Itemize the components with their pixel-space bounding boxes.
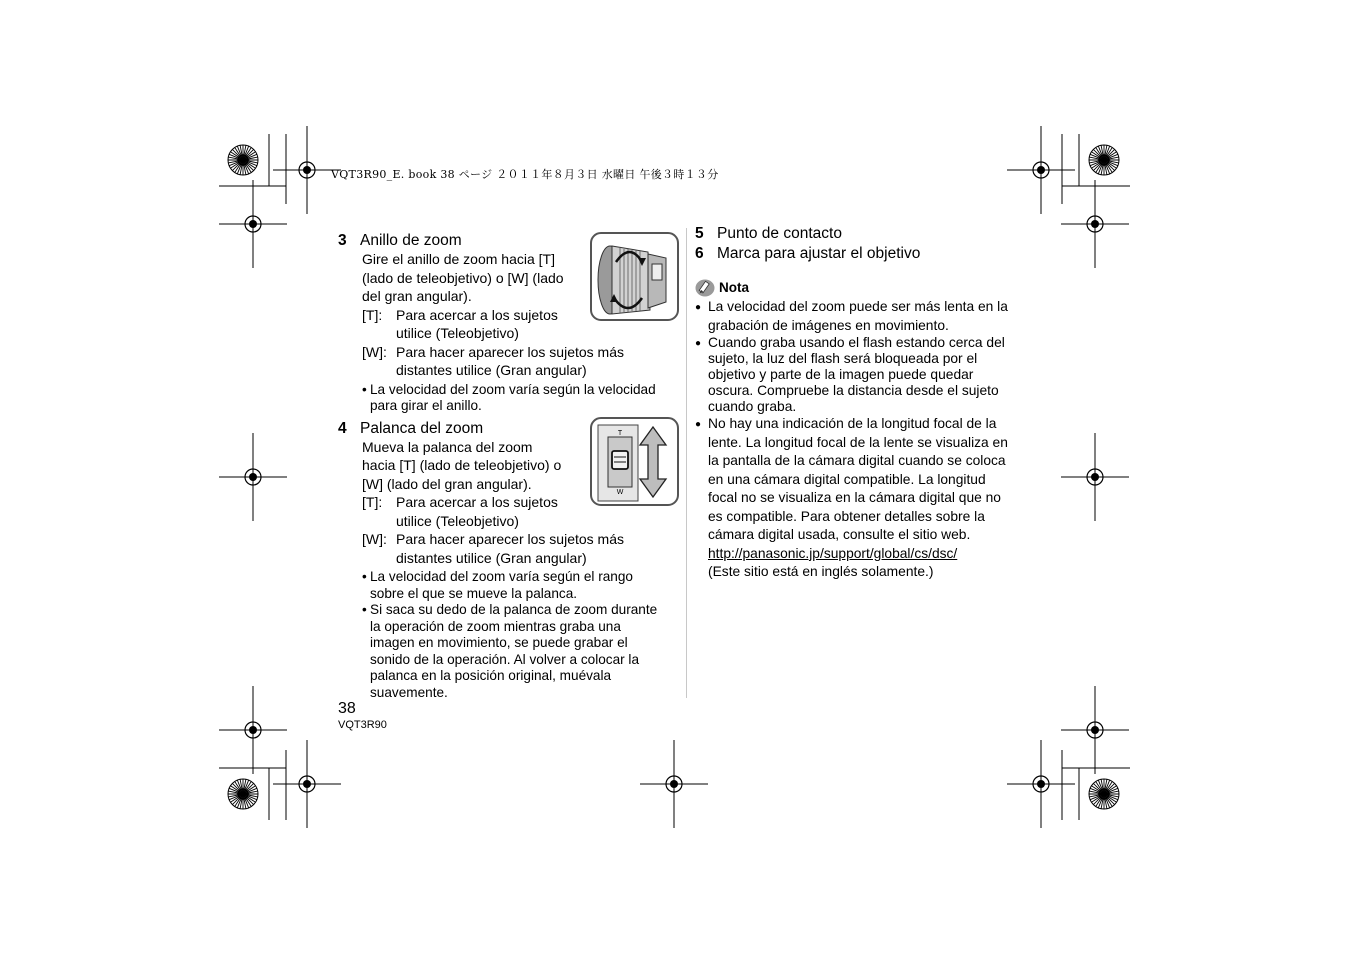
item-number: 5 [695, 225, 704, 242]
page-number: 38 [338, 700, 356, 717]
item-title: Punto de contacto [717, 225, 842, 242]
nota-label: Nota [719, 280, 749, 295]
item-5 [695, 224, 1040, 243]
nota-heading [695, 279, 1040, 297]
link-note: (Este sitio está en inglés solamente.) [708, 564, 934, 579]
item-title: Anillo de zoom [360, 232, 462, 249]
print-header: VQT3R90_E. book 38 ページ ２０１１年８月３日 水曜日 午後３時１３分 [331, 168, 719, 181]
item-number: 4 [338, 419, 347, 437]
t-definition: [T]: Para acercar a los sujetos utilice (Teleobjetivo) [362, 306, 558, 341]
w-definition: [W]: Para hacer aparecer los sujetos más distantes utilice (Gran angular) [362, 531, 624, 566]
lever-label-t: T [617, 430, 623, 437]
item-6 [695, 244, 1040, 263]
bullet-note: • Si saca su dedo de la palanca de zoom durante la operación de zoom mientras graba una imagen en movimiento, se puede grabar el sonido de la operación. Al volver a colocar la palanca en la posición original, muévala suavemente. [362, 602, 658, 700]
note-item: ● La velocidad del zoom puede ser más lenta en la grabación de imágenes en movimiento. [695, 299, 1008, 333]
pencil-note-icon [695, 279, 715, 297]
right-column [695, 224, 1040, 582]
zoom-lever-illustration [590, 417, 680, 507]
zoom-ring-illustration [590, 232, 680, 322]
item-description: Mueva la palanca del zoom hacia [T] (lado de teleobjetivo) o [W] (lado del gran angular). [T]: Para acercar a los sujetos utilice (Teleobjetivo) [W]: Para hacer aparecer los sujetos más distantes utilice (Gran angular) • La velocidad del zoom varía según el rango sobre el que se mueve la palanca. • Si saca su dedo de la palanca de zoom durante la operación de zoom mientras graba una imagen en movimiento, se puede grabar el sonido de la operación. Al volver a colocar la palanca en la posición original, muévala suavemente. [362, 438, 683, 702]
item-description: Gire el anillo de zoom hacia [T] (lado de teleobjetivo) o [W] (lado del gran angular). [T]: Para acercar a los sujetos utilice (Teleobjetivo) [W]: Para hacer aparecer los sujetos más distantes utilice (Gran angular) • La velocidad del zoom varía según la velocidad para girar el anillo. [362, 250, 683, 415]
note-item: ● No hay una indicación de la longitud focal de la lente. La longitud focal de la lente se visualiza en la pantalla de la cámara digital cuando se coloca en una cámara digital compatible. La longitud focal no se visualiza en la cámara digital que no es compatible. Para obtener detalles sobre la cámara digital usada, consulte el sitio web. http://panasonic.jp/support/global/cs/dsc/ (Este sitio está en inglés solamente.) [695, 415, 1040, 582]
support-link[interactable]: http://panasonic.jp/support/global/cs/dsc/ [708, 545, 958, 561]
item-number: 3 [338, 232, 347, 249]
column-divider [686, 228, 687, 698]
item-title: Marca para ajustar el objetivo [717, 245, 921, 262]
w-definition: [W]: Para hacer aparecer los sujetos más distantes utilice (Gran angular) [362, 343, 624, 378]
bullet-note: • La velocidad del zoom varía según la velocidad para girar el anillo. [362, 381, 656, 413]
item-number: 6 [695, 245, 704, 262]
t-definition: [T]: Para acercar a los sujetos utilice (Teleobjetivo) [362, 494, 558, 529]
lever-label-w: W [616, 489, 624, 496]
bullet-note: • La velocidad del zoom varía según el rango sobre el que se mueve la palanca. [362, 569, 633, 601]
note-item: ● Cuando graba usando el flash estando cerca del sujeto, la luz del flash será bloqueada por el objetivo y parte de la imagen puede quedar oscura. Compruebe la distancia desde el sujeto cuando graba. [695, 335, 1005, 414]
page-code: VQT3R90 [338, 719, 387, 731]
item-title: Palanca del zoom [360, 419, 484, 437]
